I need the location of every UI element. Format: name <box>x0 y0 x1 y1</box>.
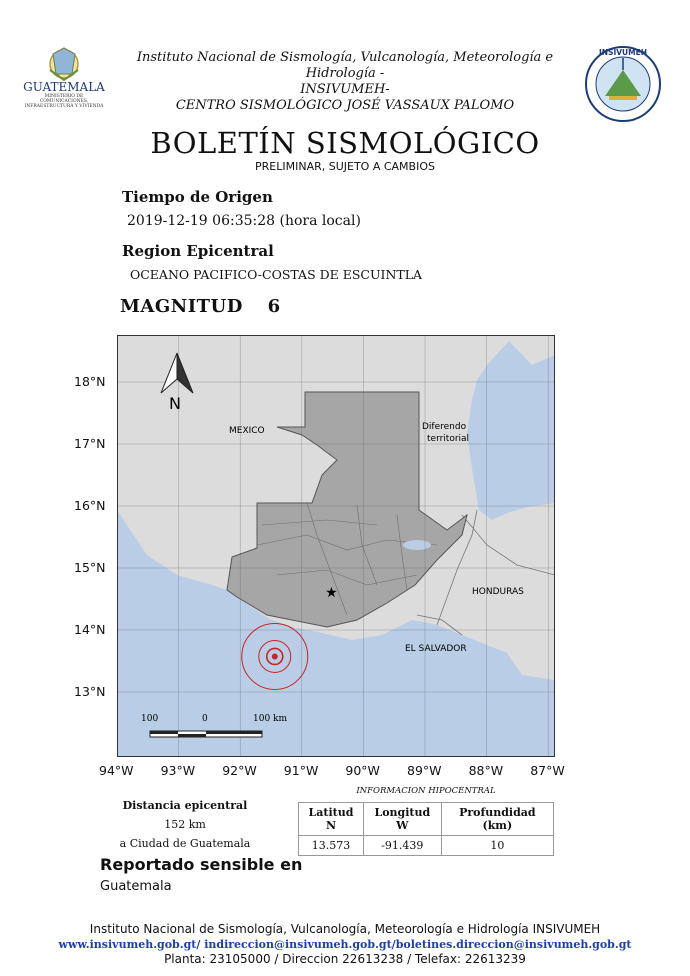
scale-label-center: 0 <box>202 714 208 724</box>
epicentral-region-label: Region Epicentral <box>122 242 274 260</box>
longitude-tick-label: 93°W <box>160 763 196 778</box>
header-longitude: Longitud W <box>364 803 442 836</box>
latitude-tick-label: 14°N <box>74 622 106 637</box>
latitude-tick-label: 17°N <box>74 436 106 451</box>
map-canvas <box>117 335 555 757</box>
north-label: N <box>169 394 181 413</box>
magnitude <box>120 296 281 317</box>
header-line-3: CENTRO SISMOLÓGICO JOSÉ VASSAUX PALOMO <box>175 98 515 113</box>
distance-reference: a Ciudad de Guatemala <box>119 837 251 850</box>
logo-guatemala-text: GUATEMALA <box>23 80 105 94</box>
longitude-tick-label: 91°W <box>283 763 319 778</box>
epicentral-region-value: OCEANO PACIFICO-COSTAS DE ESCUINTLA <box>130 267 423 282</box>
footer-institute: Instituto Nacional de Sismología, Vulcanología, Meteorología e Hidrología INSIVUMEH <box>89 922 601 936</box>
bulletin-subtitle: PRELIMINAR, SUJETO A CAMBIOS <box>255 160 435 173</box>
longitude-tick-label: 88°W <box>468 763 504 778</box>
insivumeh-logo <box>583 44 663 124</box>
hypocenter-table <box>298 802 554 856</box>
header-depth: Profundidad (km) <box>441 803 553 836</box>
label-territorial: territorial <box>427 434 470 444</box>
table-header-row <box>299 803 554 836</box>
scale-bar <box>150 731 262 737</box>
distance-block <box>100 796 270 853</box>
table-row <box>299 836 554 856</box>
header-latitude: Latitud N <box>299 803 364 836</box>
logo-ministry-text: MINISTERIO DE COMUNICACIONES, INFRAESTRUCTURA Y VIVIENDA <box>24 94 104 109</box>
insivumeh-logo-text: INSIVUMEH <box>598 48 648 57</box>
label-honduras: HONDURAS <box>472 587 524 597</box>
value-depth: 10 <box>441 836 553 856</box>
latitude-tick-label: 18°N <box>74 374 106 389</box>
magnitude-value: 6 <box>267 296 281 317</box>
latitude-tick-label: 16°N <box>74 498 106 513</box>
epicenter-map <box>117 335 555 761</box>
label-el-salvador: EL SALVADOR <box>405 644 467 654</box>
epicenter-ring <box>273 654 277 658</box>
longitude-tick-label: 89°W <box>407 763 442 778</box>
longitude-tick-label: 94°W <box>99 763 134 778</box>
hypocenter-caption: INFORMACION HIPOCENTRAL <box>356 786 496 796</box>
value-latitude: 13.573 <box>299 836 364 856</box>
magnitude-label: MAGNITUD <box>120 296 243 317</box>
longitude-tick-label: 90°W <box>345 763 380 778</box>
longitude-tick-label: 87°W <box>530 763 565 778</box>
felt-report-label: Reportado sensible en <box>100 855 303 874</box>
origin-time-value: 2019-12-19 06:35:28 (hora local) <box>127 213 361 229</box>
latitude-tick-label: 15°N <box>74 560 106 575</box>
institute-header <box>110 50 580 114</box>
capital-star-icon: ★ <box>325 585 338 602</box>
scale-label-left: 100 <box>141 714 159 724</box>
distance-value: 152 km <box>164 818 206 831</box>
label-diferendo: Diferendo <box>422 422 467 432</box>
longitude-tick-label: 92°W <box>222 763 257 778</box>
footer-links[interactable]: www.insivumeh.gob.gt/ indireccion@insivumeh.gob.gt/boletines.direccion@insivumeh.gob.gt <box>58 938 632 951</box>
latitude-tick-label: 13°N <box>74 684 106 699</box>
coat-of-arms-icon <box>20 44 108 84</box>
hypocenter-block <box>298 786 554 856</box>
header-line-2: INSIVUMEH- <box>300 82 390 97</box>
felt-report-value: Guatemala <box>100 879 172 894</box>
header-line-1: Instituto Nacional de Sismología, Vulcanología, Meteorología e Hidrología - <box>136 50 554 81</box>
guatemala-logo <box>20 44 108 109</box>
value-longitude: -91.439 <box>364 836 442 856</box>
distance-title: Distancia epicentral <box>122 799 248 812</box>
scale-label-right: 100 km <box>253 714 288 724</box>
footer-phones: Planta: 23105000 / Direccion 22613238 / Telefax: 22613239 <box>164 952 526 966</box>
origin-time-label: Tiempo de Origen <box>122 188 273 206</box>
bulletin-title: BOLETÍN SISMOLÓGICO <box>150 126 540 160</box>
label-mexico: MEXICO <box>229 426 265 436</box>
lake-izabal <box>403 540 431 550</box>
